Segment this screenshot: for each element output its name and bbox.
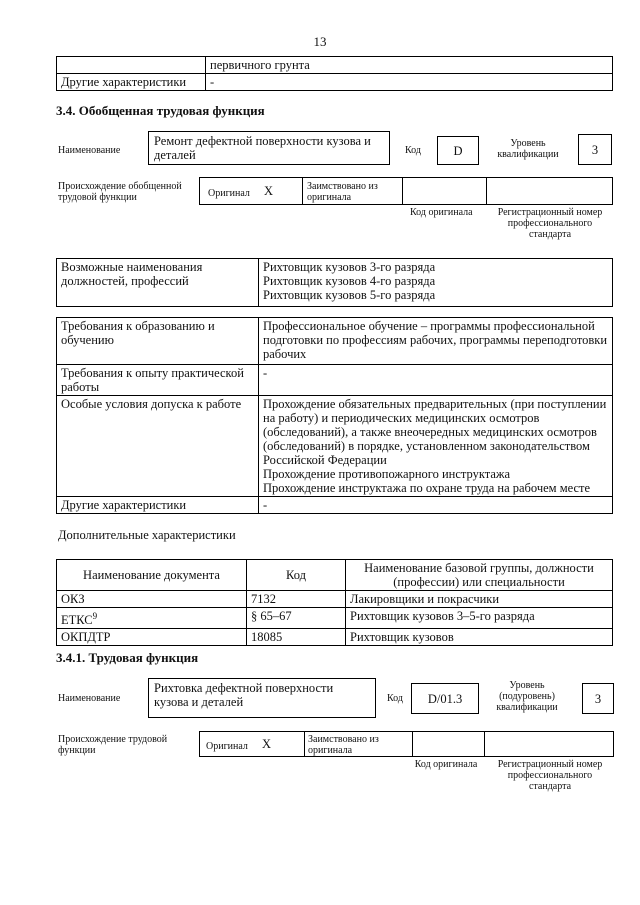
table-cell: Профессиональное обучение – программы профессиональной подготовки по профессиям рабочих, программы переподготовки рабочих <box>259 318 613 365</box>
level-field: 3 <box>578 134 612 165</box>
table-cell: - <box>206 74 613 91</box>
list-item: Рихтовщик кузовов 5-го разряда <box>263 288 436 302</box>
name-field: Ремонт дефектной поверхности кузова и деталей <box>148 131 390 165</box>
table-cell: Лакировщики и покрасчики <box>346 591 613 608</box>
table-cell: Требования к образованию и обучению <box>57 318 259 365</box>
code-field: D/01.3 <box>411 683 479 714</box>
list-item: Рихтовщик кузовов 4-го разряда <box>263 274 436 288</box>
document-name: ЕТКС <box>61 613 93 628</box>
table-cell: 18085 <box>247 629 346 646</box>
requirement-text: Прохождение противопожарного инструктажа <box>263 467 511 481</box>
footnote-marker: 9 <box>92 611 98 621</box>
table-cell: Рихтовщик кузовов 3–5-го разряда <box>346 608 613 629</box>
additional-table <box>56 559 613 646</box>
divider <box>412 732 413 757</box>
requirement-text: Прохождение инструктажа по охране труда на рабочем месте <box>263 481 591 495</box>
table-header: Наименование базовой группы, должности (профессии) или специальности <box>346 560 613 591</box>
table-cell: Возможные наименования должностей, профессий <box>57 259 259 307</box>
empty-cell <box>57 57 206 74</box>
table-cell <box>259 396 613 497</box>
borrowed-label: Заимствовано из оригинала <box>308 734 379 756</box>
reg-number-caption: Регистрационный номер профессионального стандарта <box>497 207 603 240</box>
level-label: Уровень квалификации <box>497 138 559 160</box>
table-cell: первичного грунта <box>206 57 613 74</box>
divider <box>486 178 487 205</box>
table-cell: Другие характеристики <box>57 74 206 91</box>
table-cell: 7132 <box>247 591 346 608</box>
origin-row <box>199 177 613 205</box>
table-row <box>57 591 613 608</box>
table-cell: ОКЗ <box>57 591 247 608</box>
table-cell <box>57 608 247 629</box>
code-label: Код <box>387 693 403 704</box>
positions-list <box>259 259 613 307</box>
table-header: Код <box>247 560 346 591</box>
table-cell: Рихтовщик кузовов <box>346 629 613 646</box>
divider <box>302 178 303 205</box>
reg-number-caption: Регистрационный номер профессионального стандарта <box>497 759 603 792</box>
origin-code-caption: Код оригинала <box>414 759 478 770</box>
additional-title: Дополнительные характеристики <box>58 528 236 542</box>
table-row <box>57 608 613 629</box>
code-field: D <box>437 136 479 165</box>
origin-label: Происхождение трудовой функции <box>58 734 168 756</box>
table-cell: § 65–67 <box>247 608 346 629</box>
top-characteristics-table <box>56 56 613 91</box>
divider <box>484 732 485 757</box>
name-label: Наименование <box>58 145 121 156</box>
table-cell: Особые условия допуска к работе <box>57 396 259 497</box>
table-header: Наименование документа <box>57 560 247 591</box>
list-item: Рихтовщик кузовов 3-го разряда <box>263 260 436 274</box>
table-cell: Требования к опыту практической работы <box>57 365 259 396</box>
page-number: 13 <box>313 34 327 49</box>
code-label: Код <box>405 145 421 156</box>
origin-code-caption: Код оригинала <box>410 207 473 218</box>
table-row <box>57 629 613 646</box>
requirement-text: Прохождение обязательных предварительных (при поступлении на работу) и периодических медицинских осмотров (обследований), а также внеочередных медицинских осмотров (обследований) в порядке, установленном законодательством Российской Федерации <box>263 397 607 467</box>
section-heading: 3.4. Обобщенная трудовая функция <box>56 103 265 118</box>
table-cell: - <box>259 497 613 514</box>
divider <box>304 732 305 757</box>
name-label: Наименование <box>58 693 121 704</box>
divider <box>402 178 403 205</box>
original-mark: X <box>264 184 274 198</box>
level-field: 3 <box>582 683 614 714</box>
original-label: Оригинал <box>206 741 248 752</box>
level-label: Уровень (подуровень) квалификации <box>496 680 558 713</box>
section-heading: 3.4.1. Трудовая функция <box>56 650 199 665</box>
table-cell: ОКПДТР <box>57 629 247 646</box>
original-label: Оригинал <box>208 188 250 199</box>
table-cell: - <box>259 365 613 396</box>
requirements-table <box>56 317 613 514</box>
original-mark: X <box>262 737 272 751</box>
positions-table <box>56 258 613 307</box>
origin-label: Происхождение обобщенной трудовой функции <box>58 181 182 203</box>
origin-row <box>199 731 614 757</box>
table-cell: Другие характеристики <box>57 497 259 514</box>
borrowed-label: Заимствовано из оригинала <box>307 181 378 203</box>
name-field: Рихтовка дефектной поверхности кузова и деталей <box>148 678 376 718</box>
